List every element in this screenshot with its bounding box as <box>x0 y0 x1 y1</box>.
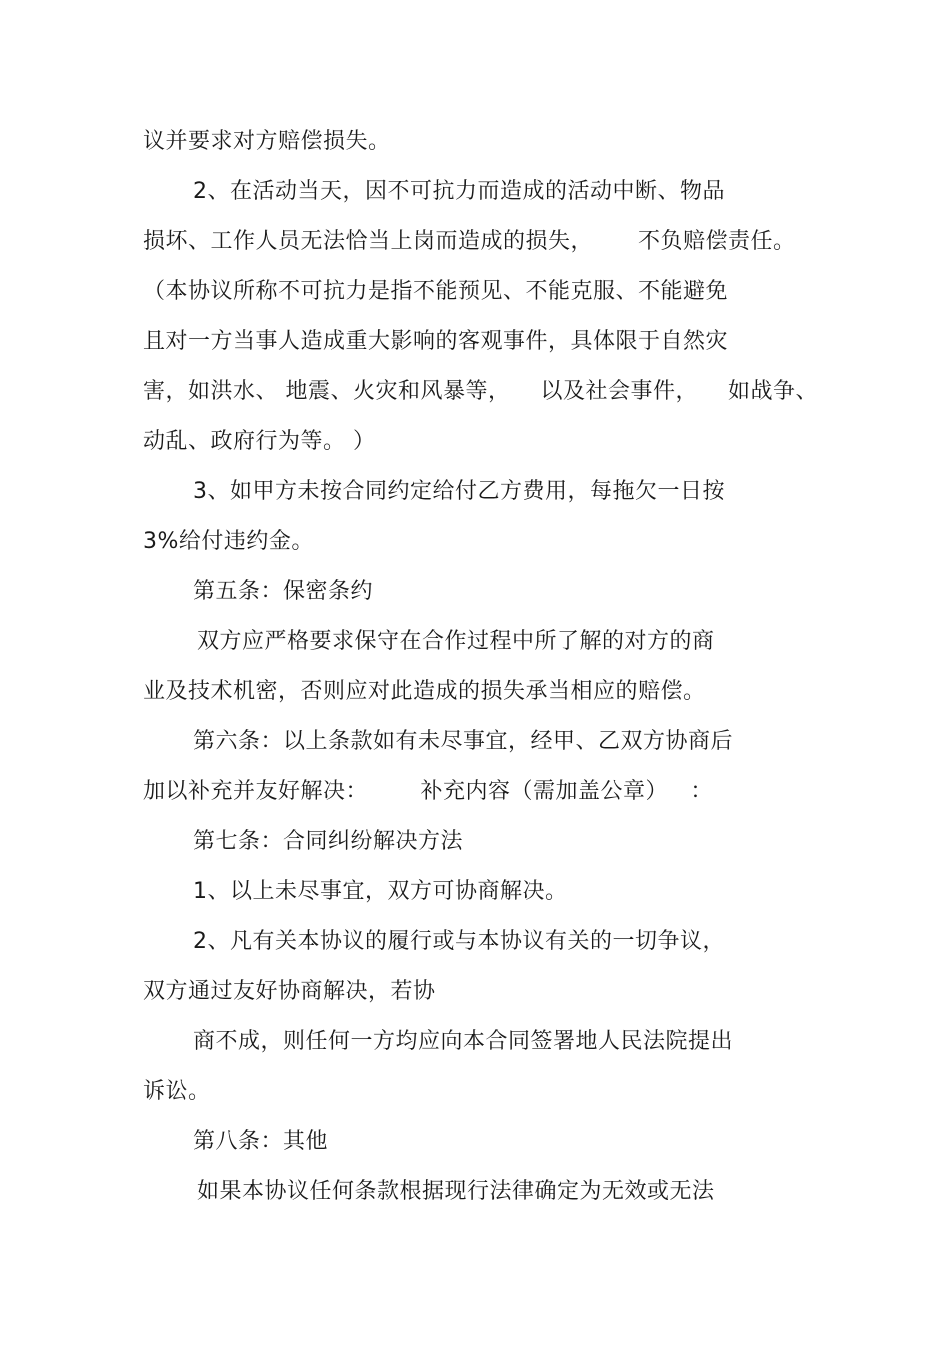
text-line: 如果本协议任何条款根据现行法律确定为无效或无法 <box>197 1179 715 1204</box>
section-heading: 第五条：保密条约 <box>193 579 374 604</box>
text-line: 3、如甲方未按合同约定给付乙方费用，每拖欠一日按 <box>193 479 725 504</box>
text-line: （本协议所称不可抗力是指不能预见、不能克服、不能避免 <box>143 279 729 304</box>
text-line: 业及技术机密，否则应对此造成的损失承当相应的赔偿。 <box>143 679 706 704</box>
text-line: 害，如洪水、 地震、火灾和风暴等， 以及社会事件， 如战争、 <box>143 379 818 404</box>
text-line: 议并要求对方赔偿损失。 <box>143 129 391 154</box>
text-line: 损坏、工作人员无法恰当上岗而造成的损失， 不负赔偿责任。 <box>143 229 796 254</box>
text-line: 2、凡有关本协议的履行或与本协议有关的一切争议， <box>193 929 725 954</box>
text-line: 动乱、政府行为等。 ） <box>143 429 376 454</box>
section-heading: 第七条：合同纠纷解决方法 <box>193 829 464 854</box>
text-line: 2、在活动当天，因不可抗力而造成的活动中断、物品 <box>193 179 725 204</box>
text-line: 商不成，则任何一方均应向本合同签署地人民法院提出 <box>193 1029 734 1054</box>
section-heading: 第八条：其他 <box>193 1129 329 1154</box>
text-line: 3%给付违约金。 <box>143 529 314 554</box>
text-line: 1、以上未尽事宜，双方可协商解决。 <box>193 879 568 904</box>
text-line: 诉讼。 <box>143 1079 211 1104</box>
text-line: 双方通过友好协商解决，若协 <box>143 979 436 1004</box>
text-line: 双方应严格要求保守在合作过程中所了解的对方的商 <box>197 629 715 654</box>
text-line: 且对一方当事人造成重大影响的客观事件，具体限于自然灾 <box>143 329 729 354</box>
section-heading: 第六条：以上条款如有未尽事宜，经甲、乙双方协商后 <box>193 729 734 754</box>
text-line: 加以补充并友好解决： 补充内容（需加盖公章） ： <box>143 779 713 804</box>
